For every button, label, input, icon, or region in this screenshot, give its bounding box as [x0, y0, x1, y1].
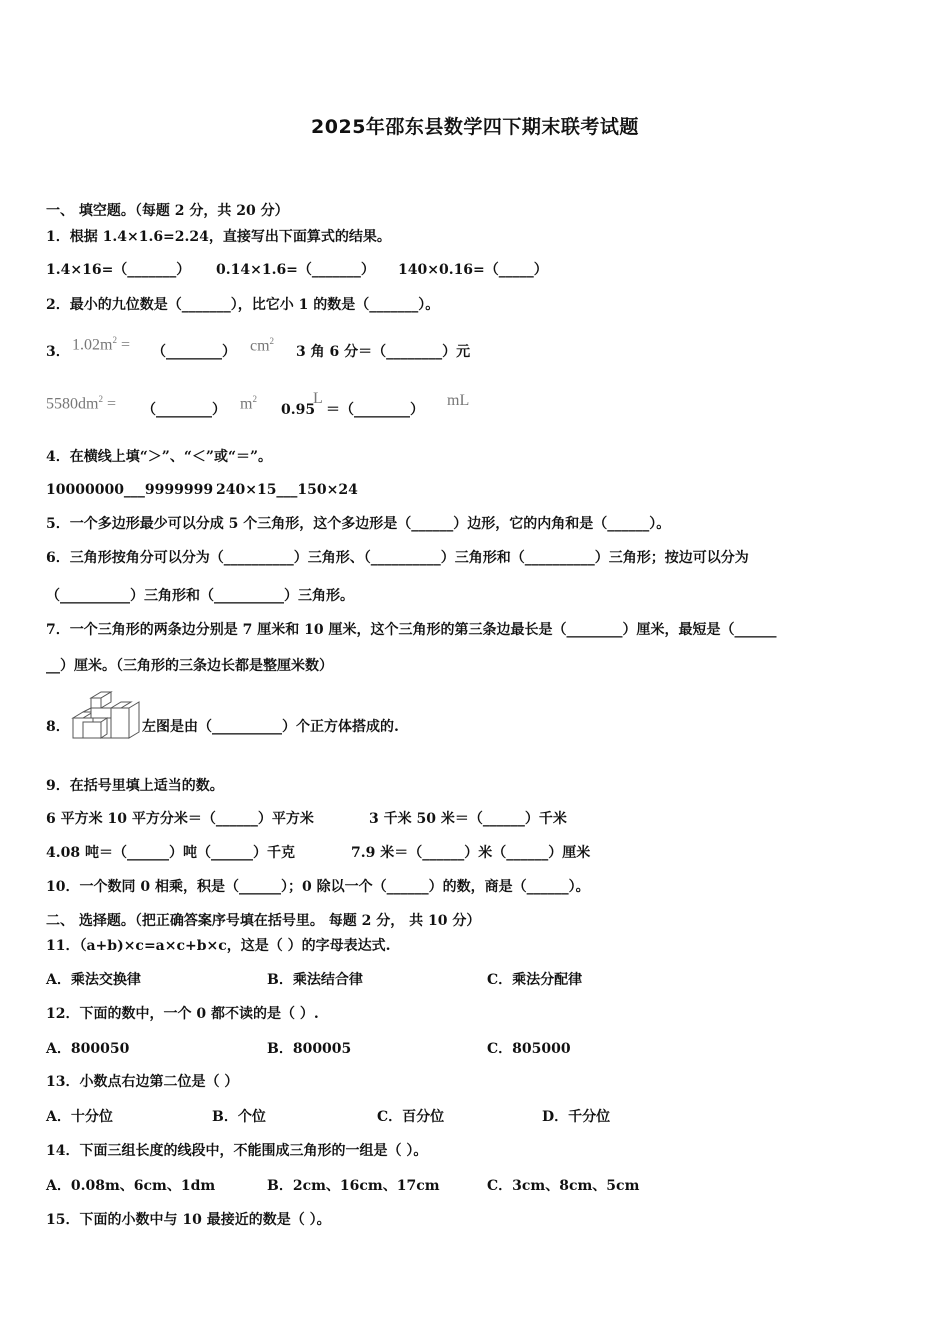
q9-item: 3 千米 50 米＝（______）千米: [369, 811, 567, 827]
q12-option-b[interactable]: B．800005: [267, 1041, 352, 1057]
q13-option-c[interactable]: C．百分位: [377, 1109, 445, 1125]
q1-item: 0.14×1.6=（_______）: [216, 262, 375, 278]
q9-item: 7.9 米＝（______）米（______）厘米: [351, 845, 591, 861]
page-title: 2025年邵东县数学四下期末联考试题: [311, 116, 639, 138]
q4-item: 240×15___150×24: [216, 482, 358, 498]
q11-option-a[interactable]: A．乘法交换律: [46, 972, 141, 988]
q3-b: 3 角 6 分＝（________）元: [296, 344, 471, 360]
q9-item: 4.08 吨＝（______）吨（______）千克: [46, 845, 295, 861]
q3-expr-c: $5580dm^2$ =: [46, 394, 116, 413]
q6-line2: （__________）三角形和（__________）三角形。: [46, 588, 354, 604]
q1-item: 140×0.16=（_____）: [398, 262, 548, 278]
section1-header: 一、 填空题。（每题 2 分，共 20 分）: [46, 203, 289, 219]
q12-option-a[interactable]: A．800050: [46, 1041, 130, 1057]
q7-line1: 7．一个三角形的两条边分别是 7 厘米和 10 厘米，这个三角形的第三条边最长是（________）厘米，最短是（______: [46, 622, 777, 638]
q1-stem: 1．根据 1.4×1.6=2.24，直接写出下面算式的结果。: [46, 229, 391, 245]
q3-number: 3．: [46, 344, 70, 360]
q5: 5．一个多边形最少可以分成 5 个三角形，这个多边形是（______）边形，它的内角和是（______）。: [46, 516, 671, 532]
q14-option-a[interactable]: A．0.08m、6cm、1dm: [46, 1178, 216, 1194]
q3-d-blank: ＝（________）: [326, 402, 424, 418]
q14-option-c[interactable]: C．3cm、8cm、5cm: [487, 1178, 640, 1194]
q8-number: 8．: [46, 719, 70, 735]
q3-unit-a: $cm^2$: [250, 336, 275, 355]
q12-option-c[interactable]: C．805000: [487, 1041, 571, 1057]
q10: 10．一个数同 0 相乘，积是（______）；0 除以一个（______）的数，商是（______）。: [46, 879, 590, 895]
q8-text: 左图是由（__________）个正方体搭成的.: [142, 719, 399, 735]
q11-option-b[interactable]: B．乘法结合律: [267, 972, 363, 988]
q13-option-b[interactable]: B．个位: [212, 1109, 266, 1125]
cube-stack-figure: [70, 690, 142, 742]
q3-d-unit: mL: [447, 392, 470, 409]
q15-stem: 15．下面的小数中与 10 最接近的数是（ ）。: [46, 1212, 331, 1228]
q14-stem: 14．下面三组长度的线段中，不能围成三角形的一组是（ ）。: [46, 1143, 428, 1159]
q6-line1: 6．三角形按角分可以分为（__________）三角形、（__________）三角形和（__________）三角形；按边可以分为: [46, 550, 749, 566]
q13-stem: 13．小数点右边第二位是（ ）: [46, 1074, 239, 1090]
q9-stem: 9．在括号里填上适当的数。: [46, 778, 224, 794]
q3-d-liter: L: [313, 390, 323, 407]
q1-item: 1.4×16=（_______）: [46, 262, 191, 278]
q4-item: 10000000___9999999: [46, 482, 214, 498]
q7-line2: __）厘米。（三角形的三条边长都是整厘米数）: [46, 658, 333, 674]
q2: 2．最小的九位数是（_______），比它小 1 的数是（_______）。: [46, 297, 440, 313]
q3-unit-c: $m^2$: [240, 394, 257, 413]
q9-item: 6 平方米 10 平方分米＝（______）平方米: [46, 811, 314, 827]
q3-blank-c: （________）: [142, 402, 226, 418]
q3-d-number: 0.95: [281, 402, 316, 418]
q13-option-a[interactable]: A．十分位: [46, 1109, 113, 1125]
q4-stem: 4．在横线上填“＞”、“＜”或“＝”。: [46, 449, 273, 465]
q3-blank-a: （________）: [152, 344, 236, 360]
q13-option-d[interactable]: D．千分位: [542, 1109, 611, 1125]
q11-option-c[interactable]: C．乘法分配律: [487, 972, 583, 988]
q12-stem: 12．下面的数中，一个 0 都不读的是（ ）.: [46, 1006, 319, 1022]
q14-option-b[interactable]: B．2cm、16cm、17cm: [267, 1178, 440, 1194]
section2-header: 二、 选择题。（把正确答案序号填在括号里。 每题 2 分， 共 10 分）: [46, 913, 481, 929]
q3-expr-a: $1.02m^2$ =: [72, 335, 130, 354]
q11-stem: 11．（a+b)×c=a×c+b×c，这是（ ）的字母表达式.: [46, 938, 391, 954]
